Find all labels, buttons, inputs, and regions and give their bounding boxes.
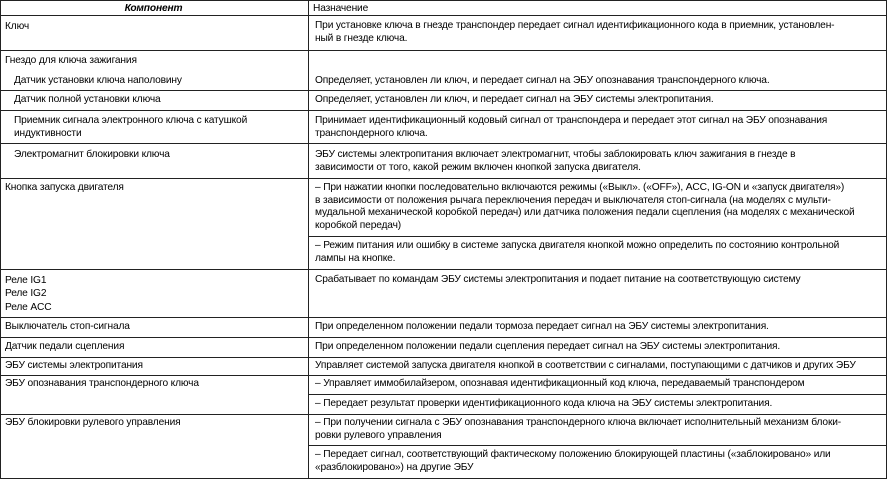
row-component: Ключ	[5, 21, 30, 32]
table-row	[0, 318, 887, 338]
table-row	[0, 51, 887, 91]
row-component: Датчик педали сцепления	[5, 341, 125, 352]
header-component: Компонент	[124, 3, 183, 14]
row-purpose: – Передает сигнал, соответствующий фактическому положению блокирующей пластины («заблокировано» или «разблокировано») на другие ЭБУ	[315, 449, 831, 473]
row-purpose: Срабатывает по командам ЭБУ системы электропитания и подает питание на соответствующую систему	[315, 274, 801, 285]
table-row	[0, 91, 887, 111]
row-purpose: – При получении сигнала с ЭБУ опознавания транспондерного ключа включает исполнительный механизм блоки- ровки рулевого управления	[315, 417, 842, 441]
table-row	[0, 16, 887, 51]
row-component: Датчик установки ключа наполовину	[14, 75, 182, 86]
row-purpose: При определенном положении педали сцепления передает сигнал на ЭБУ системы электропитания.	[315, 341, 781, 352]
row-purpose: – При нажатии кнопки последовательно включаются режимы («Выкл». («OFF»), ACC, IG-ON и «запуск двигателя») в зависимости от положения рычага переключения передач и выключателя стоп-сигнала (на моделях с мульти- мудальной механической коробкой передач) или датчика положения педали сцепления (на моделях с механической коробкой передач)	[315, 182, 855, 231]
header-purpose: Назначение	[313, 3, 369, 14]
inner-divider	[308, 445, 887, 446]
row-purpose: ЭБУ системы электропитания включает электромагнит, чтобы заблокировать ключ зажигания в гнезде в зависимости от того, какой режим включен кнопкой запуска двигателя.	[315, 149, 796, 173]
table-row	[0, 376, 887, 415]
table-row	[0, 415, 887, 479]
row-purpose: – Управляет иммобилайзером, опознавая идентификационный код ключа, передаваемый транспондером	[315, 378, 805, 389]
table-row	[0, 338, 887, 358]
row-component: Электромагнит блокировки ключа	[14, 149, 170, 160]
row-component: ЭБУ блокировки рулевого управления	[5, 417, 181, 428]
row-component: Гнездо для ключа зажигания	[5, 55, 137, 66]
row-component: Кнопка запуска двигателя	[5, 182, 124, 193]
row-component: ЭБУ опознавания транспондерного ключа	[5, 378, 199, 389]
row-purpose: Управляет системой запуска двигателя кнопкой в соответствии с сигналами, поступающими с датчиков и других ЭБУ	[315, 360, 856, 371]
row-purpose: Определяет, установлен ли ключ, и передает сигнал на ЭБУ системы электропитания.	[315, 94, 714, 105]
table-row	[0, 144, 887, 179]
table-row	[0, 358, 887, 376]
row-component: ЭБУ системы электропитания	[5, 360, 143, 371]
inner-divider	[308, 236, 887, 237]
row-purpose: – Режим питания или ошибку в системе запуска двигателя кнопкой можно определить по состоянию контрольной лампы на кнопке.	[315, 240, 840, 264]
row-purpose: Принимает идентификационный кодовый сигнал от транспондера и передает этот сигнал на ЭБУ опознавания транспондерного ключа.	[315, 115, 828, 139]
row-purpose: При определенном положении педали тормоза передает сигнал на ЭБУ системы электропитания.	[315, 321, 769, 332]
row-component: Датчик полной установки ключа	[14, 94, 161, 105]
row-component: Выключатель стоп-сигнала	[5, 321, 130, 332]
row-purpose: – Передает результат проверки идентификационного кода ключа на ЭБУ системы электропитания.	[315, 398, 773, 409]
row-component: Приемник сигнала электронного ключа с катушкой индуктивности	[14, 115, 248, 139]
inner-divider	[308, 394, 887, 395]
row-purpose: При установке ключа в гнезде транспондер передает сигнал идентификационного кода в приемник, установлен- ный в гнезде ключа.	[315, 20, 835, 44]
table-header-row	[0, 0, 887, 16]
row-component: Реле IG1 Реле IG2 Реле ACC	[5, 275, 52, 313]
table-row	[0, 111, 887, 144]
table-row	[0, 270, 887, 318]
row-purpose: Определяет, установлен ли ключ, и передает сигнал на ЭБУ опознавания транспондерного ключа.	[315, 75, 770, 86]
table-row	[0, 179, 887, 270]
